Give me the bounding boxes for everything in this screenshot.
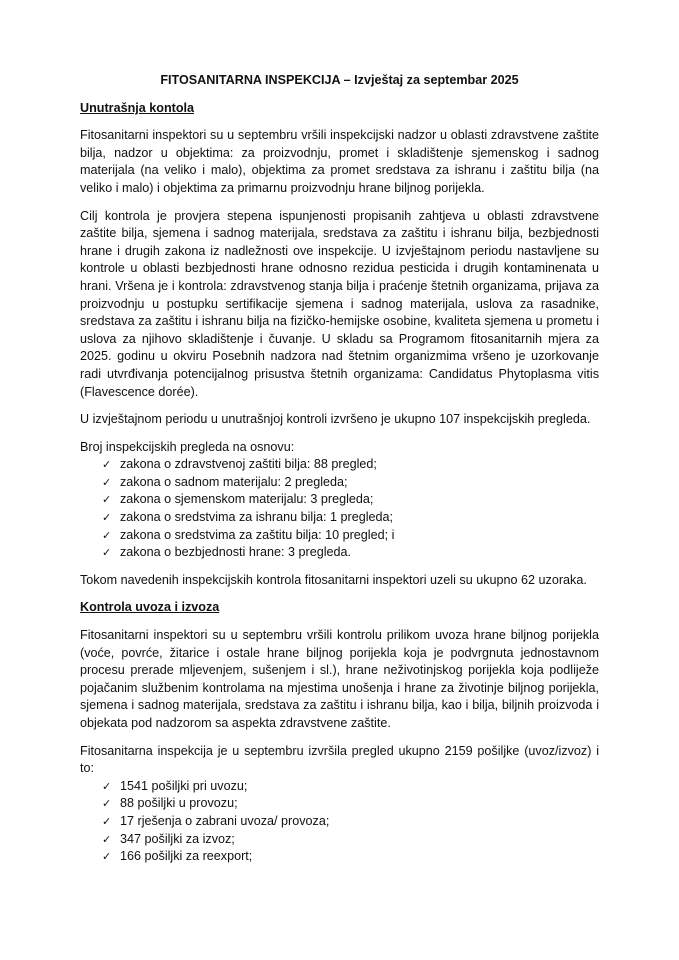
checkmark-icon: ✓ [102, 797, 112, 811]
list-item-text: zakona o sadnom materijalu: 2 pregleda; [120, 474, 348, 489]
checkmark-icon: ✓ [102, 475, 112, 489]
list-item-text: zakona o sredstvima za ishranu bilja: 1 pregleda; [120, 510, 394, 525]
internal-control-paragraph-1: Fitosanitarni inspektori su u septembru vršili inspekcijski nadzor u oblasti zdravstvene zaštite bilja, nadzor u objektima: za proizvodnju, promet i skladištenje sjemenskog i sadnog materijala (na veliko i malo), objektima za promet sredstava za ishranu i zaštitu bilja (na veliko i malo) i objektima za primarnu proizvodnju hrane biljnog porijekla. [80, 128, 599, 195]
list-item [102, 527, 599, 545]
list-item [102, 795, 599, 813]
checkmark-icon: ✓ [102, 832, 112, 846]
internal-control-paragraph-3: U izvještajnom periodu u unutrašnjoj kontroli izvršeno je ukupno 107 inspekcijskih pregleda. [80, 412, 591, 427]
list-item-text: 347 pošiljki za izvoz; [120, 831, 235, 846]
list-item [102, 831, 599, 849]
list-item-text: zakona o sredstvima za zaštitu bilja: 10 pregled; i [120, 527, 395, 542]
section-heading-internal-control: Unutrašnja kontola [80, 100, 195, 115]
checkmark-icon: ✓ [102, 546, 112, 560]
list-item [102, 456, 599, 474]
list-item [102, 491, 599, 509]
checkmark-icon: ✓ [102, 779, 112, 793]
checkmark-icon: ✓ [102, 814, 112, 828]
list-item [102, 474, 599, 492]
inspection-list-intro: Broj inspekcijskih pregleda na osnovu: [80, 439, 295, 454]
checkmark-icon: ✓ [102, 850, 112, 864]
list-item-text: 166 pošiljki za reexport; [120, 849, 253, 864]
checkmark-icon: ✓ [102, 528, 112, 542]
report-title: FITOSANITARNA INSPEKCIJA – Izvještaj za septembar 2025 [160, 73, 519, 87]
checkmark-icon: ✓ [102, 493, 112, 507]
list-item [102, 544, 599, 562]
section-heading-import-export: Kontrola uvoza i izvoza [80, 600, 220, 615]
checkmark-icon: ✓ [102, 511, 112, 525]
list-item [102, 778, 599, 796]
list-item-text: 88 pošiljki u provozu; [120, 796, 238, 811]
list-item-text: 17 rješenja o zabrani uvoza/ provoza; [120, 813, 330, 828]
internal-control-paragraph-2: Cilj kontrola je provjera stepena ispunjenosti propisanih zahtjeva u oblasti zdravstvene zaštite bilja, sjemena i sadnog materijala, sredstava za zaštitu i ishranu bilja, bezbjednosti hrane i drugih zakona iz nadležnosti ove inspekcije. U izvještajnom periodu nastavljene su kontrole u oblasti bezbjednosti hrane odnosno rezidua pesticida i drugih kontaminenata u hrani. Vršena je i kontrola: zdravstvenog stanja bilja i praćenje štetnih organizama, prijava za proizvodnju u postupku sertifikacije sjemena i sadnog materijala, uslova za rasadnike, sredstava za zaštitu i ishranu bilja na fizičko-hemijske osobine, kvaliteta sjemena u prometu i uslova za njihovo skladištenje i čuvanje. U skladu sa Programom fitosanitarnih mjera za 2025. godinu u okviru Posebnih nadzora nad štetnim organizmima vršeno je uzorkovanje radi utvrđivanja potencijalnog prisustva štetnih organizama: Candidatus Phytoplasma vitis (Flavescence dorée). [80, 208, 599, 399]
list-item [102, 848, 599, 866]
import-export-paragraph-1: Fitosanitarni inspektori su u septembru vršili kontrolu prilikom uvoza hrane biljnog porijekla (voće, povrće, žitarice i ostale hrane biljnog porijekla koja je podvrgnuta jednostavnom procesu prerade mljevenjem, sušenjem i sl.), hrane neživotinjskog porijekla koja podliježe pojačanim službenim kontrolama na mjestima unošenja i hrane za životinje biljnog porijekla, sjemena i sadnog materijala, sredstava za zaštitu i ishranu bilja, kao i bilja, biljnih proizvoda i objekata pod nadzorom sa aspekta zdravstvene zaštite. [80, 628, 599, 730]
list-item-text: zakona o bezbjednosti hrane: 3 pregleda. [120, 545, 352, 560]
list-item [102, 509, 599, 527]
list-item-text: zakona o sjemenskom materijalu: 3 pregleda; [120, 492, 374, 507]
list-item-text: 1541 pošiljki pri uvozu; [120, 778, 248, 793]
list-item [102, 813, 599, 831]
shipment-list-intro: Fitosanitarna inspekcija je u septembru izvršila pregled ukupno 2159 pošiljke (uvoz/izvoz) i to: [80, 743, 599, 776]
checkmark-icon: ✓ [102, 458, 112, 472]
inspection-count-list [80, 456, 599, 562]
list-item-text: zakona o zdravstvenoj zaštiti bilja: 88 pregled; [120, 457, 377, 472]
samples-paragraph: Tokom navedenih inspekcijskih kontrola fitosanitarni inspektori uzeli su ukupno 62 uzoraka. [80, 572, 587, 587]
shipment-count-list [80, 778, 599, 866]
